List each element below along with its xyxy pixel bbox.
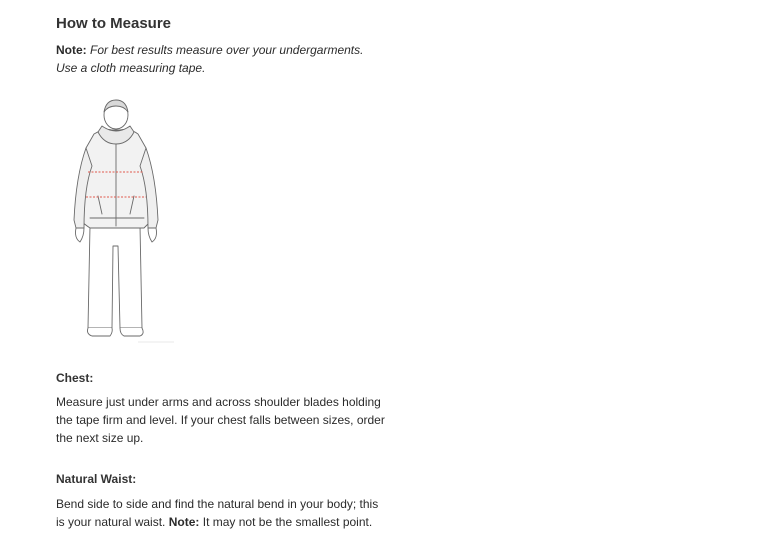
waist-text: Bend side to side and find the natural bend in your body; this is your natural waist. — [56, 497, 379, 529]
waist-note-text: It may not be the smallest point. — [202, 515, 373, 529]
page-title: How to Measure — [56, 15, 172, 32]
section-text-natural-waist — [56, 495, 386, 531]
person-jacket-measure-icon — [68, 96, 178, 346]
section-text-chest: Measure just under arms and across shoulder blades holding the tape firm and level. If your chest falls between sizes, order the next size up. — [56, 395, 385, 445]
waist-note-label: Note: — [168, 515, 200, 529]
section-title-chest: Chest: — [56, 371, 94, 385]
measure-note — [56, 41, 386, 77]
note-label: Note: — [56, 43, 87, 57]
note-text: For best results measure over your undergarments. Use a cloth measuring tape. — [56, 43, 364, 75]
section-title-natural-waist: Natural Waist: — [56, 472, 137, 486]
